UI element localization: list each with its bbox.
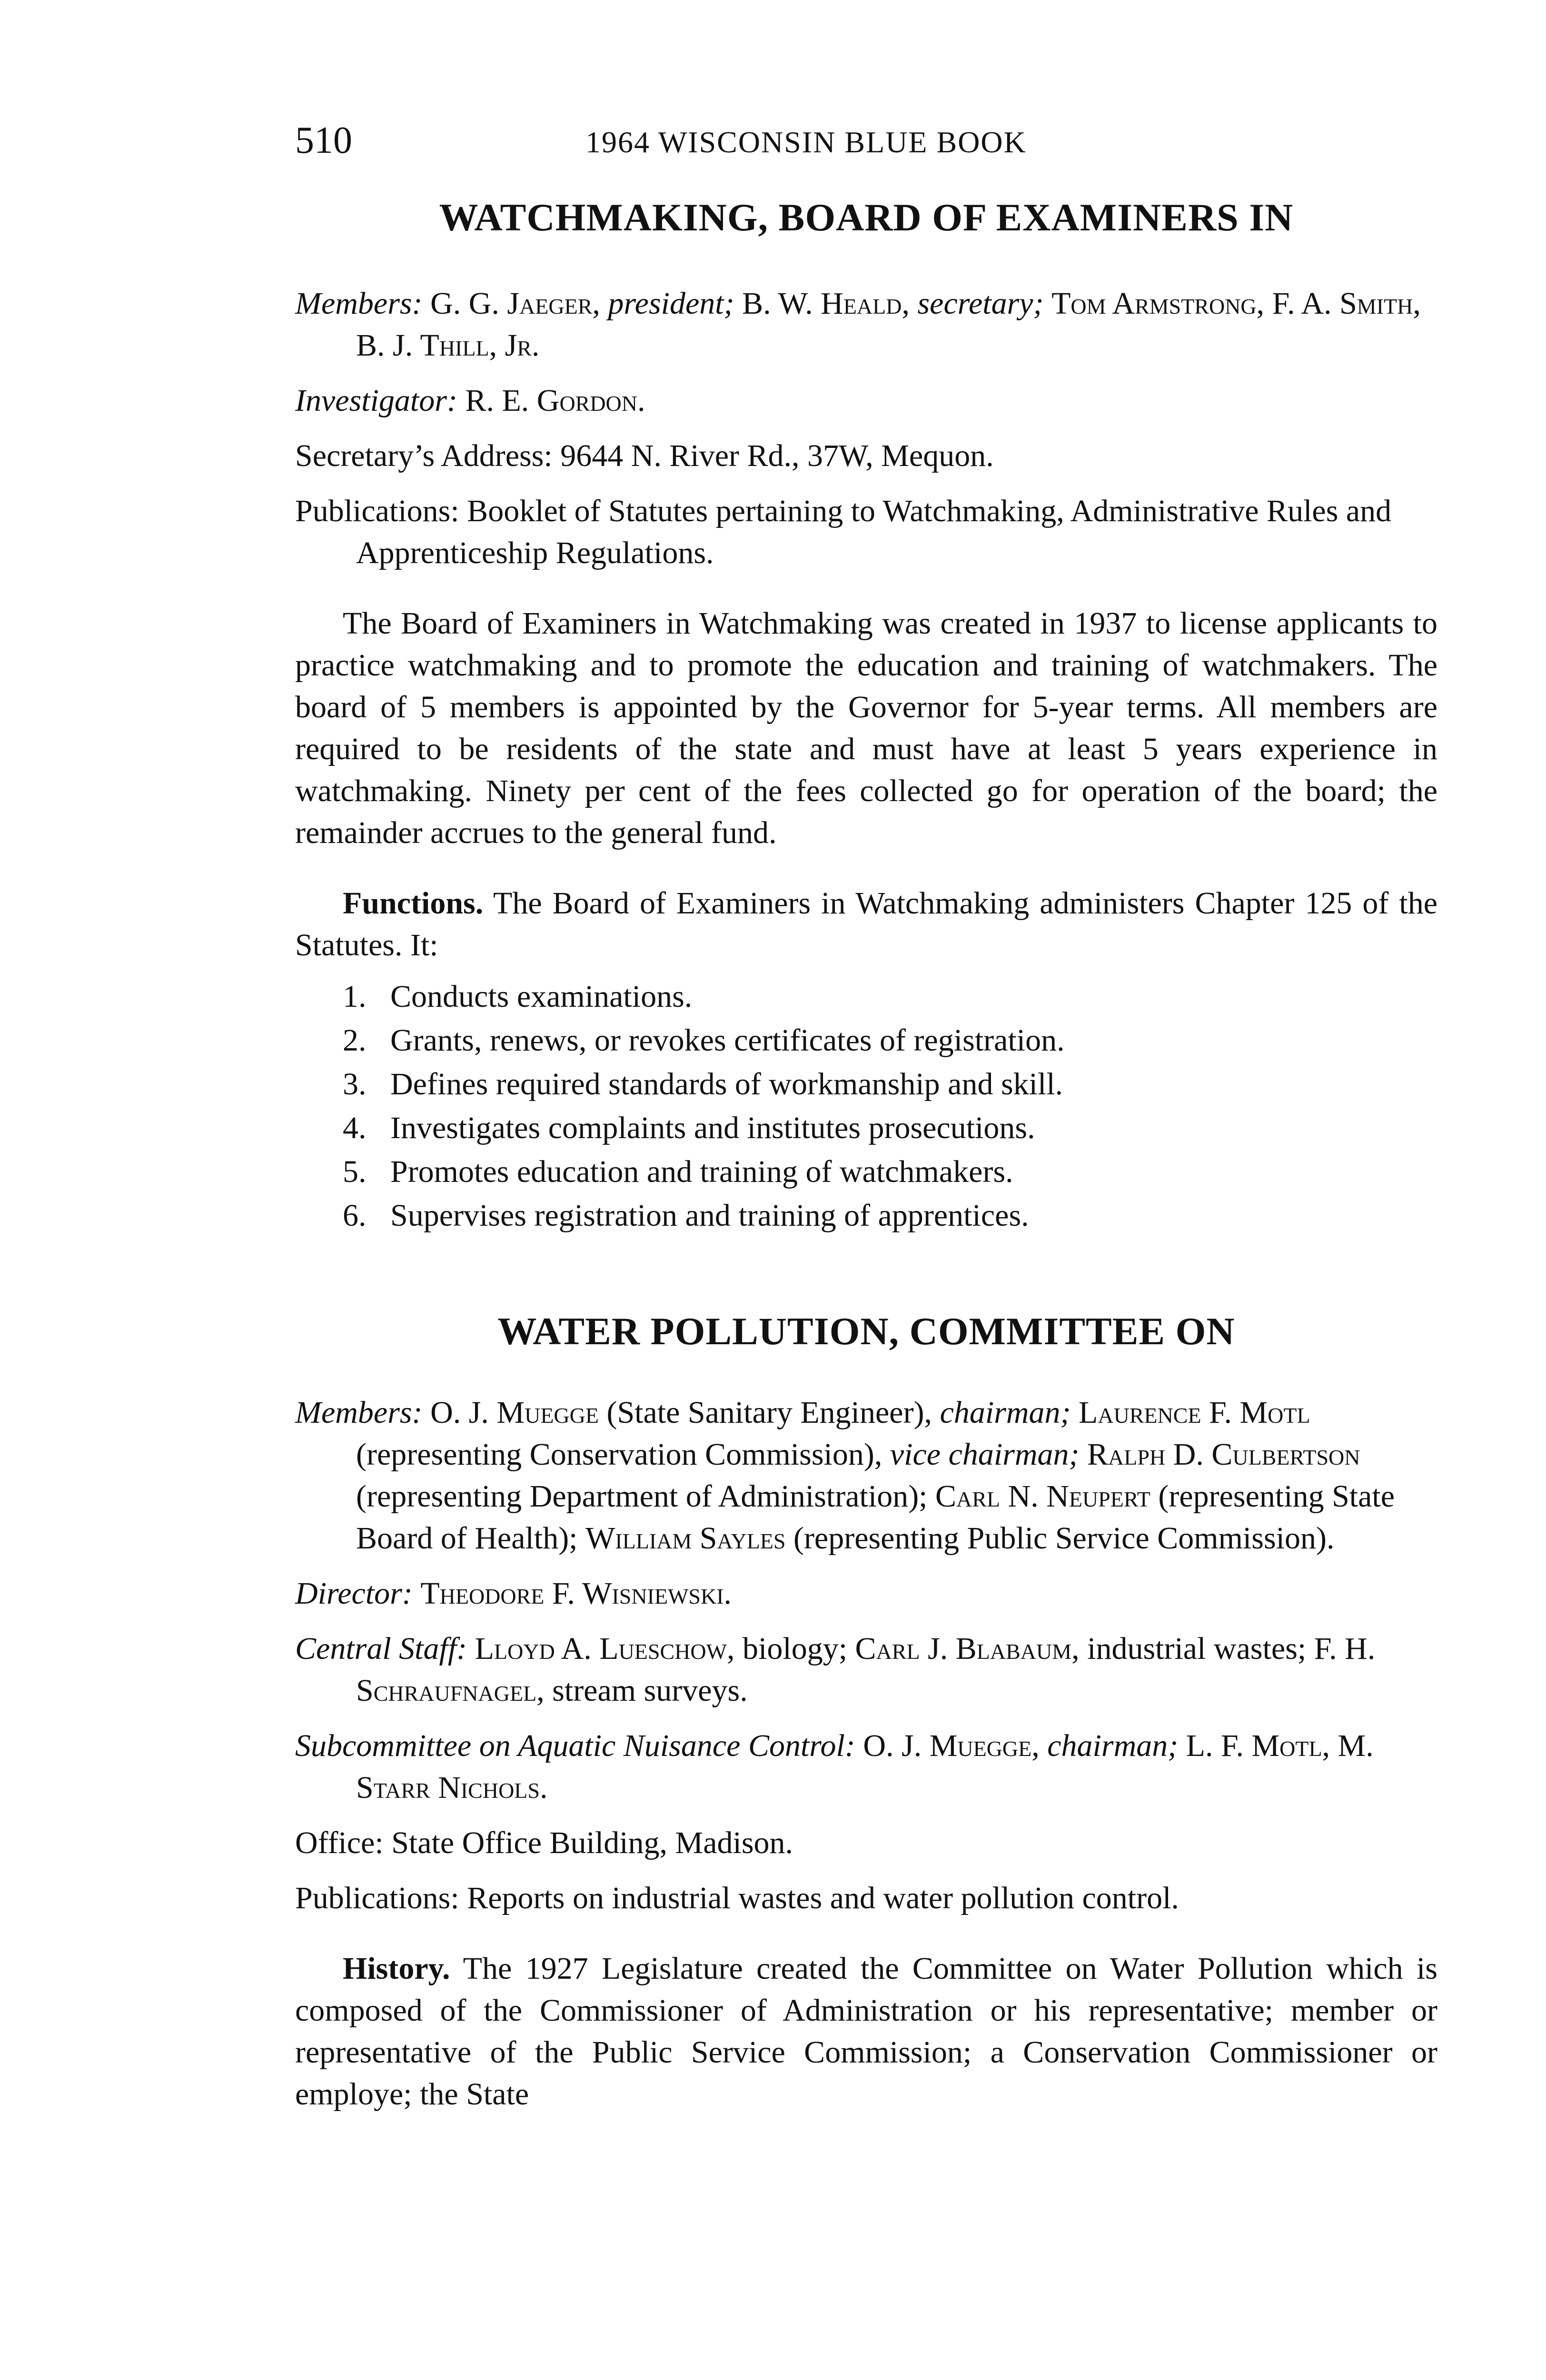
functions-intro: The Board of Examiners in Watchmaking administers Chapter 125 of the Statutes. It: <box>295 886 1437 962</box>
subcommittee-role: chairman; <box>1047 1728 1179 1763</box>
item-text: Conducts examinations. <box>390 979 693 1014</box>
address-label: Secretary’s Address: <box>295 438 553 473</box>
staff-area: industrial wastes; <box>1087 1631 1307 1666</box>
running-title: 1964 WISCONSIN BLUE BOOK <box>585 125 1027 159</box>
list-item <box>343 1106 1437 1150</box>
item-number: 5. <box>343 1154 367 1189</box>
list-item <box>343 1062 1437 1106</box>
member-names: Tom Armstrong, F. A. Smith, B. J. Thill, Jr. <box>356 286 1421 363</box>
subcommittee-chair: O. J. Muegge, <box>863 1728 1040 1763</box>
item-number: 2. <box>343 1023 367 1058</box>
item-text: Promotes education and training of watchmakers. <box>390 1154 1013 1189</box>
publications-entry <box>295 490 1437 574</box>
item-text: Supervises registration and training of apprentices. <box>390 1198 1029 1233</box>
functions-list <box>295 975 1437 1238</box>
member-name: G. G. Jaeger, <box>430 286 600 321</box>
page-number: 510 <box>295 119 352 161</box>
office-entry <box>295 1822 1437 1864</box>
history-paragraph <box>295 1948 1437 2115</box>
member-note: (representing State Board of Health); <box>356 1479 1395 1556</box>
section-title-water-pollution: WATER POLLUTION, COMMITTEE ON <box>497 1309 1235 1353</box>
staff-area: biology; <box>743 1631 848 1666</box>
investigator-label: Investigator: <box>295 383 457 418</box>
item-text: Investigates complaints and institutes prosecutions. <box>390 1111 1035 1145</box>
member-role: vice chairman; <box>890 1437 1080 1472</box>
member-name: William Sayles <box>585 1521 786 1556</box>
member-note: (representing Conservation Commission), <box>356 1437 882 1472</box>
director-name: Theodore F. Wisniewski. <box>420 1576 732 1611</box>
item-number: 6. <box>343 1198 367 1233</box>
item-text: Grants, renews, or revokes certificates of registration. <box>390 1023 1065 1058</box>
subcommittee-members: L. F. Motl, M. Starr Nichols. <box>356 1728 1374 1805</box>
investigator-entry <box>295 380 1437 422</box>
investigator-name: R. E. Gordon. <box>465 383 645 418</box>
history-text: The 1927 Legislature created the Committee on Water Pollution which is composed of the Commissioner of Administration or his representative; member or representative of the Public Service Commission; a Conservation Commissioner or employe; the State <box>295 1951 1437 2112</box>
list-item <box>343 975 1437 1019</box>
functions-paragraph <box>295 883 1437 966</box>
member-role: president; <box>608 286 734 321</box>
office-value: State Office Building, Madison. <box>391 1825 793 1860</box>
member-role: secretary; <box>917 286 1044 321</box>
members-label: Members: <box>295 1395 423 1430</box>
staff-name: Carl J. Blabaum, <box>855 1631 1080 1666</box>
publications-entry <box>295 1877 1437 1919</box>
members-entry <box>295 283 1437 367</box>
central-staff-label: Central Staff: <box>295 1631 467 1666</box>
item-number: 1. <box>343 979 367 1014</box>
members-entry <box>295 1392 1437 1559</box>
item-number: 4. <box>343 1111 367 1145</box>
staff-name: Lloyd A. Lueschow, <box>475 1631 735 1666</box>
member-name: O. J. Muegge <box>430 1395 599 1430</box>
list-item <box>343 1019 1437 1062</box>
functions-heading: Functions. <box>343 886 484 921</box>
director-label: Director: <box>295 1576 413 1611</box>
publications-label: Publications: <box>295 1881 459 1915</box>
page-header <box>295 119 1437 176</box>
member-name: Ralph D. Culbertson <box>1087 1437 1360 1472</box>
member-note: (representing Department of Administration); <box>356 1479 928 1514</box>
page <box>295 119 1437 2115</box>
member-name: Carl N. Neupert <box>935 1479 1150 1514</box>
history-heading: History. <box>343 1951 450 1986</box>
director-entry <box>295 1573 1437 1615</box>
address-value: 9644 N. River Rd., 37W, Mequon. <box>560 438 994 473</box>
publications-value: Booklet of Statutes pertaining to Watchmaking, Administrative Rules and Apprenticeship Regulations. <box>356 494 1392 570</box>
list-item <box>343 1194 1437 1238</box>
item-text: Defines required standards of workmanship and skill. <box>390 1067 1063 1101</box>
member-note: (State Sanitary Engineer), <box>606 1395 932 1430</box>
staff-area: stream surveys. <box>552 1673 748 1708</box>
subcommittee-entry <box>295 1725 1437 1809</box>
member-note: (representing Public Service Commission). <box>793 1521 1335 1556</box>
member-name: B. W. Heald, <box>742 286 910 321</box>
central-staff-entry <box>295 1628 1437 1712</box>
item-number: 3. <box>343 1067 367 1101</box>
subcommittee-label: Subcommittee on Aquatic Nuisance Control: <box>295 1728 855 1763</box>
publications-label: Publications: <box>295 494 459 528</box>
office-label: Office: <box>295 1825 384 1860</box>
staff-name: F. H. Schraufnagel, <box>356 1631 1376 1708</box>
member-role: chairman; <box>940 1395 1071 1430</box>
members-label: Members: <box>295 286 423 321</box>
publications-value: Reports on industrial wastes and water pollution control. <box>467 1881 1179 1915</box>
section-title-watchmaking: WATCHMAKING, BOARD OF EXAMINERS IN <box>439 196 1294 239</box>
address-entry <box>295 435 1437 477</box>
list-item <box>343 1150 1437 1194</box>
member-name: Laurence F. Motl <box>1079 1395 1310 1430</box>
description-paragraph: The Board of Examiners in Watchmaking was created in 1937 to license applicants to practice watchmaking and to promote the education and training of watchmakers. The board of 5 members is appointed by the Governor for 5-year terms. All members are required to be residents of the state and must have at least 5 years experience in watchmaking. Ninety per cent of the fees collected go for operation of the board; the remainder accrues to the general fund. <box>295 606 1437 850</box>
